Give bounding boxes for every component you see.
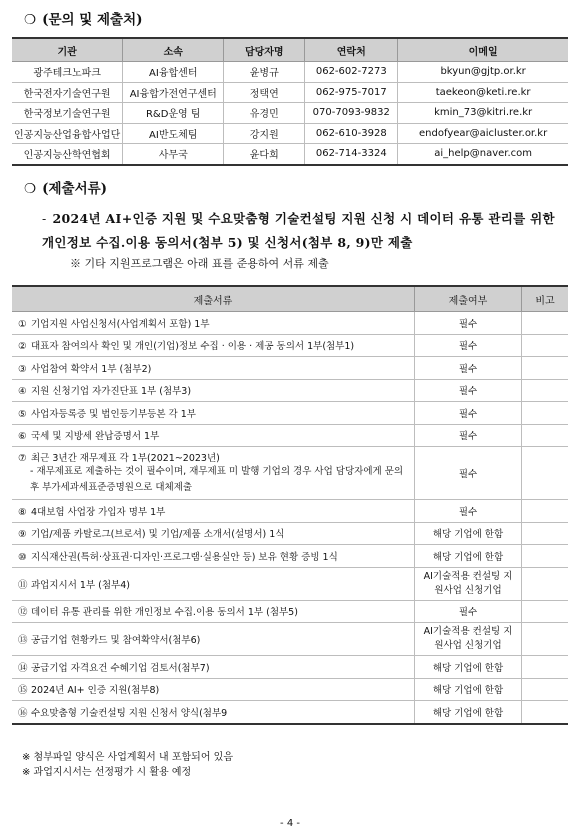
remarks-cell [522,312,569,335]
document-cell [12,402,415,425]
document-name: 데이터 유통 관리를 위한 개인정보 수집.이용 동의서 1부 (첨부5) [31,607,298,619]
required-cell: 필수 [415,424,522,447]
document-cell [12,447,415,500]
docs-table [12,285,568,725]
header-email: 이메일 [398,38,568,62]
document-row [12,379,568,402]
document-row [12,623,568,656]
email-cell: ai_help@naver.com [398,144,568,165]
required-cell: 필수 [415,312,522,335]
required-cell: 필수 [415,447,522,500]
document-name: 최근 3년간 재무제표 각 1부(2021~2023년) [31,453,220,464]
remarks-cell [522,656,569,679]
required-cell: 해당 기업에 한함 [415,545,522,568]
item-number: ⑫ [18,607,28,619]
bottom-notes [22,750,233,780]
remarks-cell [522,334,569,357]
document-cell [12,656,415,679]
manager-cell: 정택연 [224,82,305,103]
document-cell [12,678,415,701]
phone-cell: 062-714-3324 [305,144,398,165]
dept-cell: AI융합가전연구센터 [123,82,224,103]
remarks-cell [522,545,569,568]
remarks-cell [522,701,569,724]
email-cell: bkyun@gjtp.or.kr [398,62,568,83]
remarks-cell [522,567,569,600]
org-cell: 광주테크노파크 [12,62,123,83]
required-cell: 해당 기업에 한함 [415,522,522,545]
required-cell: 필수 [415,357,522,380]
contact-row [12,62,568,83]
document-name: 지식재산권(특허·상표권·디자인·프로그램·실용실안 등) 보유 현황 증빙 1식 [31,551,338,563]
remarks-cell [522,600,569,623]
item-number: ⑩ [18,551,27,563]
manager-cell: 윤병규 [224,62,305,83]
header-document: 제출서류 [12,286,415,312]
document-row [12,656,568,679]
header-required: 제출여부 [415,286,522,312]
remarks-cell [522,623,569,656]
document-row [12,424,568,447]
item-number: ⑦ [18,453,27,464]
item-number: ⑮ [18,685,28,697]
item-number: ⑧ [18,506,27,518]
document-name: 기업/제품 카탈로그(브로셔) 및 기업/제품 소개서(설명서) 1식 [31,529,285,541]
document-row [12,600,568,623]
circle-bullet-icon: ❍ [24,12,37,28]
document-row [12,545,568,568]
document-row [12,522,568,545]
contact-row [12,123,568,144]
remarks-cell [522,500,569,523]
contact-row [12,103,568,124]
document-cell [12,379,415,402]
org-cell: 한국정보기술연구원 [12,103,123,124]
phone-cell: 062-975-7017 [305,82,398,103]
required-cell: 필수 [415,402,522,425]
document-note: - 재무제표로 제출하는 것이 필수이며, 재무제표 미 발행 기업의 경우 사업 담당자에게 문의 후 부가세과세표준증명원으로 대체제출 [30,466,404,493]
contact-section-title: ❍ (문의 및 제출처) [24,12,143,28]
document-name: 과업지시서 1부 (첨부4) [31,579,130,591]
phone-cell: 070-7093-9832 [305,103,398,124]
dept-cell: AI융합센터 [123,62,224,83]
required-cell: 해당 기업에 한함 [415,656,522,679]
contact-row [12,144,568,165]
document-cell [12,545,415,568]
item-number: ② [18,341,27,353]
header-manager: 담당자명 [224,38,305,62]
header-org: 기관 [12,38,123,62]
dept-cell: AI반도체팀 [123,123,224,144]
document-cell [12,623,415,656]
manager-cell: 윤다희 [224,144,305,165]
manager-cell: 유경민 [224,103,305,124]
document-row [12,447,568,500]
manager-cell: 강지원 [224,123,305,144]
page-number: - 4 - [280,818,300,829]
item-number: ⑥ [18,431,27,443]
document-name: 수요맞춤형 기술컨설팅 지원 신청서 양식(첨부9 [31,707,228,719]
item-number: ⑨ [18,529,27,541]
document-cell [12,424,415,447]
document-cell [12,701,415,724]
document-name: 사업자등록증 및 법인등기부등본 각 1부 [31,408,196,420]
document-cell [12,567,415,600]
contact-table-header [12,38,568,62]
remarks-cell [522,424,569,447]
email-cell: kmin_73@kitri.re.kr [398,103,568,124]
contact-row [12,82,568,103]
phone-cell: 062-602-7273 [305,62,398,83]
item-number: ⑭ [18,662,28,674]
required-cell: 필수 [415,500,522,523]
document-row [12,312,568,335]
document-row [12,357,568,380]
document-name: 2024년 AI+ 인증 지원(첨부8) [31,685,160,697]
item-number: ⑪ [18,579,28,591]
phone-cell: 062-610-3928 [305,123,398,144]
item-number: ⑤ [18,408,27,420]
remarks-cell [522,678,569,701]
document-name: 기업지원 사업신청서(사업계획서 포함) 1부 [31,318,210,330]
org-cell: 한국전자기술연구원 [12,82,123,103]
circle-bullet-icon: ❍ [24,181,37,197]
docs-main-instruction: - 2024년 AI+인증 지원 및 수요맞춤형 기술컨설팅 지원 신청 시 데이터 유통 관리를 위한 개인정보 수집.이용 동의서(첨부 5) 및 신청서(첨부 8, 9)만 제출 [42,211,555,250]
item-number: ④ [18,386,27,398]
header-dept: 소속 [123,38,224,62]
document-name: 4대보험 사업장 가입자 명부 1부 [31,506,166,518]
document-name: 국세 및 지방세 완납증명서 1부 [31,431,160,443]
item-number: ⑬ [18,635,28,646]
org-cell: 인공지능산업융합사업단 [12,123,123,144]
required-cell: 필수 [415,334,522,357]
document-cell [12,522,415,545]
document-name: 지원 신청기업 자가진단표 1부 (첨부3) [31,386,192,398]
required-cell: AI기술적용 컨설팅 지원사업 신청기업 [415,567,522,600]
remarks-cell [522,357,569,380]
document-cell [12,334,415,357]
dept-cell: R&D운영 팀 [123,103,224,124]
item-number: ③ [18,363,27,375]
document-name: 공급기업 자격요건 수혜기업 검토서(첨부7) [31,662,210,674]
item-number: ① [18,318,27,330]
docs-note: ※ 기타 지원프로그램은 아래 표를 준용하여 서류 제출 [70,257,329,270]
item-number: ⑯ [18,707,28,719]
document-name: 사업참여 확약서 1부 (첨부2) [31,363,152,375]
org-cell: 인공지능산학연협회 [12,144,123,165]
remarks-cell [522,402,569,425]
dept-cell: 사무국 [123,144,224,165]
document-name: 공급기업 현황카드 및 참여확약서(첨부6) [31,635,201,646]
required-cell: AI기술적용 컨설팅 지원사업 신청기업 [415,623,522,656]
document-cell [12,500,415,523]
remarks-cell [522,379,569,402]
remarks-cell [522,447,569,500]
bottom-note-1: ※ 첨부파일 양식은 사업계획서 내 포함되어 있음 [22,752,233,763]
document-row [12,334,568,357]
required-cell: 필수 [415,600,522,623]
docs-section-title: ❍ (제출서류) [24,181,108,197]
header-remarks: 비고 [522,286,569,312]
required-cell: 해당 기업에 한함 [415,678,522,701]
document-name: 대표자 참여의사 확인 및 개인(기업)정보 수집 · 이용 · 제공 동의서 1부(첨부1) [31,341,355,353]
remarks-cell [522,522,569,545]
required-cell: 필수 [415,379,522,402]
document-row [12,678,568,701]
bottom-note-2: ※ 과업지시서는 선정평가 시 활용 예정 [22,767,192,778]
document-row [12,701,568,724]
document-cell [12,600,415,623]
email-cell: taekeon@keti.re.kr [398,82,568,103]
document-cell [12,312,415,335]
contact-table [12,37,568,166]
email-cell: endofyear@aicluster.or.kr [398,123,568,144]
docs-table-header [12,286,568,312]
document-row [12,567,568,600]
header-phone: 연락처 [305,38,398,62]
document-cell [12,357,415,380]
required-cell: 해당 기업에 한함 [415,701,522,724]
document-row [12,402,568,425]
document-row [12,500,568,523]
